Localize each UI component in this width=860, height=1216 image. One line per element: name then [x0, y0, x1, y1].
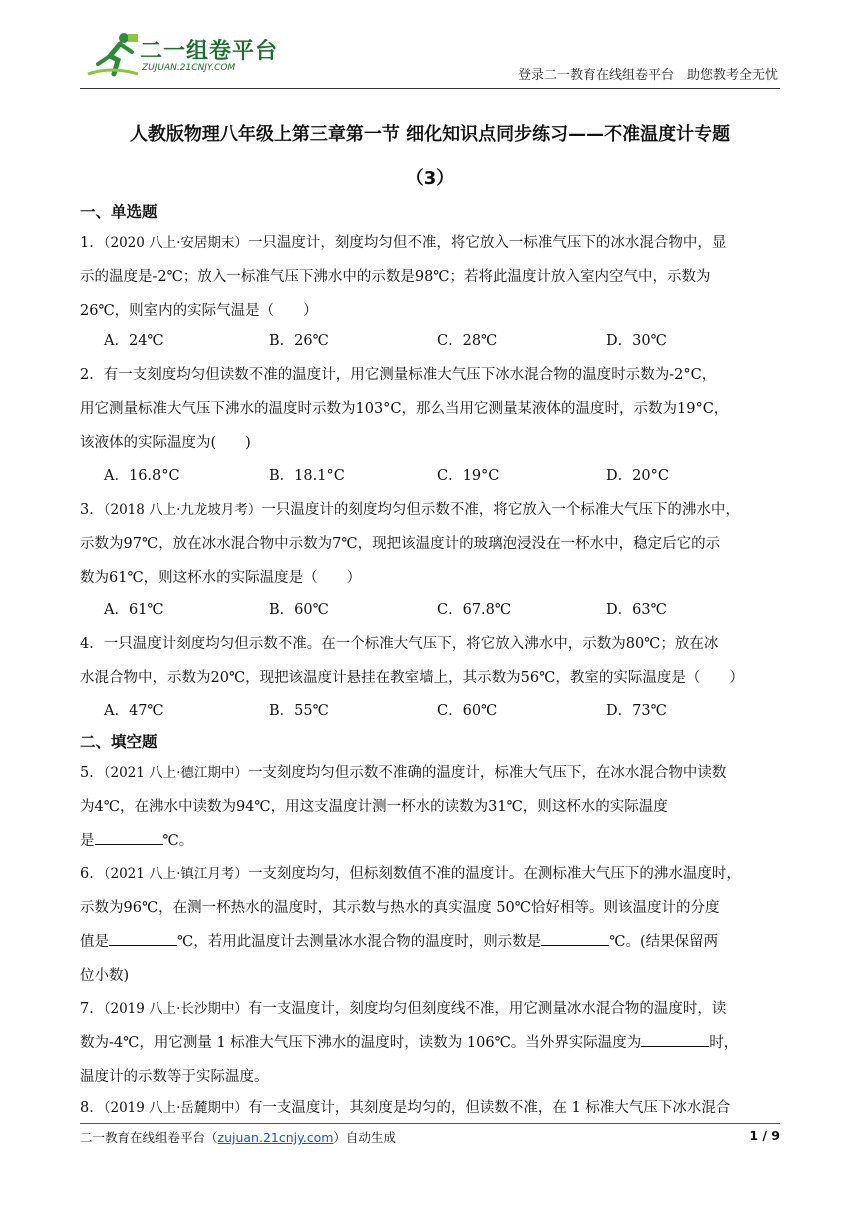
- section-heading-fill-in: 二、填空题: [80, 733, 158, 751]
- question-line: [80, 493, 780, 527]
- question-line: [80, 992, 780, 1026]
- question-2: [80, 358, 780, 460]
- question-source: （2021 八上·德江期中）: [103, 765, 248, 781]
- question-text: 一支刻度均匀，但标刻数值不准的温度计。在测标准大气压下的沸水温度时，: [247, 866, 741, 882]
- question-line: 示的温度是-2℃；放入一标准气压下沸水中的示数是98℃；若将此温度计放入室内空气中，示数为: [80, 269, 711, 285]
- section-heading-single-choice: 一、单选题: [80, 203, 158, 221]
- question-text: 有一支温度计，其刻度是均匀的，但读数不准，在 1 标准大气压下冰水混合: [247, 1100, 731, 1116]
- question-text: 值是: [80, 934, 109, 950]
- question-number: 3．: [80, 502, 104, 518]
- question-3-options: [104, 593, 784, 627]
- question-line: 水混合物中，示数为20℃，现把该温度计悬挂在教室墙上，其示数为56℃，教室的实际温度是（ ）: [80, 670, 744, 686]
- question-text: 一只温度计的刻度均匀但示数不准，将它放入一个标准大气压下的沸水中，: [261, 502, 740, 518]
- question-line: [80, 627, 780, 661]
- question-text: 时，: [709, 1035, 739, 1051]
- option-d[interactable]: D．20°C: [606, 468, 669, 484]
- option-d[interactable]: D．63℃: [606, 602, 667, 618]
- logo-subtitle: ZUJUAN.21CNJY.COM: [142, 63, 236, 73]
- question-line: [80, 756, 780, 790]
- question-source: （2021 八上·镇江月考）: [103, 866, 248, 882]
- footer-divider: [80, 1123, 780, 1124]
- question-text: 一只温度计刻度均匀但示数不准。在一个标准大气压下，将它放入沸水中，示数为80℃；放在冰: [103, 636, 719, 652]
- question-text: 数为-4℃，用它测量 1 标准大气压下沸水的温度时，读数为 106℃。当外界实际温度为: [80, 1035, 642, 1051]
- page-title-line2: （3）: [405, 168, 455, 189]
- option-a[interactable]: A．61℃: [104, 602, 164, 618]
- question-line: [80, 358, 780, 392]
- question-number: 2．: [80, 367, 104, 383]
- question-source: （2020 八上·安居期末）: [103, 235, 248, 251]
- question-line: 温度计的示数等于实际温度。: [80, 1069, 269, 1085]
- header-divider: [80, 88, 780, 89]
- platform-logo[interactable]: [84, 30, 294, 82]
- question-line: [80, 226, 780, 260]
- question-2-options: [104, 459, 784, 493]
- logo-title: 二一组卷平台: [140, 39, 279, 64]
- option-b[interactable]: B．60℃: [269, 602, 329, 618]
- page-number: 1 / 9: [749, 1128, 780, 1143]
- question-text: 一支刻度均匀但示数不准确的温度计，标准大气压下，在冰水混合物中读数: [247, 765, 727, 781]
- question-line: 数为61℃，则这杯水的实际温度是（ ）: [80, 570, 362, 586]
- page-title: 人教版物理八年级上第三章第一节 细化知识点同步练习——不准温度计专题: [129, 124, 731, 145]
- question-source: （2018 八上·九龙坡月考）: [103, 502, 262, 518]
- answer-blank[interactable]: [541, 931, 609, 946]
- question-1: [80, 226, 780, 328]
- question-5: [80, 756, 780, 858]
- option-c[interactable]: C．19°C: [437, 468, 500, 484]
- page-footer: [80, 1128, 780, 1152]
- question-number: 6．: [80, 866, 104, 882]
- question-line: 该液体的实际温度为( ): [80, 435, 251, 451]
- answer-blank[interactable]: [109, 931, 177, 946]
- question-text: ℃。: [162, 833, 194, 849]
- page-header: [0, 0, 860, 90]
- footer-prefix: 二一教育在线组卷平台（: [80, 1130, 218, 1145]
- question-line: [80, 857, 780, 891]
- question-number: 7．: [80, 1001, 104, 1017]
- question-text: 有一支温度计，刻度均匀但刻度线不准，用它测量冰水混合物的温度时，读: [247, 1001, 727, 1017]
- option-a[interactable]: A．16.8°C: [104, 468, 180, 484]
- option-a[interactable]: A．24℃: [104, 333, 164, 349]
- question-source: （2019 八上·长沙期中）: [103, 1001, 248, 1017]
- question-line: [80, 1026, 780, 1060]
- question-6: [80, 857, 780, 993]
- question-line: 用它测量标准大气压下沸水的温度时示数为103°C，那么当用它测量某液体的温度时，示数为19°C，: [80, 401, 729, 417]
- question-7: [80, 992, 780, 1094]
- question-number: 1．: [80, 235, 104, 251]
- question-number: 8．: [80, 1100, 104, 1116]
- question-text: ℃，若用此温度计去测量冰水混合物的温度时，则示数是: [177, 934, 542, 950]
- option-b[interactable]: B．55℃: [269, 703, 329, 719]
- question-text: ℃。(结果保留两: [609, 934, 719, 950]
- footer-source: [80, 1128, 396, 1146]
- option-c[interactable]: C．60℃: [437, 703, 498, 719]
- option-a[interactable]: A．47℃: [104, 703, 164, 719]
- question-4-options: [104, 694, 784, 728]
- question-line: 26℃，则室内的实际气温是（ ）: [80, 303, 318, 319]
- option-b[interactable]: B．18.1°C: [269, 468, 345, 484]
- answer-blank[interactable]: [95, 830, 163, 845]
- question-line: 为4℃，在沸水中读数为94℃，用这支温度计测一杯水的读数为31℃，则这杯水的实际温度: [80, 799, 668, 815]
- question-line: 示数为96℃，在测一杯热水的温度时，其示数与热水的真实温度 50℃恰好相等。则该温度计的分度: [80, 900, 720, 916]
- question-number: 4．: [80, 636, 104, 652]
- question-line: [80, 1091, 780, 1125]
- question-text: 是: [80, 833, 95, 849]
- question-1-options: [104, 324, 784, 358]
- header-slogan: 登录二一教育在线组卷平台 助您教考全无忧: [517, 68, 778, 83]
- question-line: [80, 824, 780, 858]
- option-b[interactable]: B．26℃: [269, 333, 329, 349]
- question-line: 位小数): [80, 968, 130, 984]
- option-c[interactable]: C．67.8℃: [437, 602, 512, 618]
- runner-logo-icon: [84, 30, 140, 82]
- question-line: 示数为97℃，放在冰水混合物中示数为7℃，现把该温度计的玻璃泡浸没在一杯水中，稳定后它的示: [80, 536, 721, 552]
- question-4: [80, 627, 780, 695]
- question-text: 一只温度计，刻度均匀但不准，将它放入一标准气压下的冰水混合物中，显: [247, 235, 727, 251]
- question-source: （2019 八上·岳麓期中）: [103, 1100, 248, 1116]
- answer-blank[interactable]: [641, 1032, 709, 1047]
- footer-suffix: ）自动生成: [333, 1130, 396, 1145]
- question-8: [80, 1091, 780, 1125]
- option-d[interactable]: D．30℃: [606, 333, 667, 349]
- question-text: 有一支刻度均匀但读数不准的温度计，用它测量标准大气压下冰水混合物的温度时示数为-2°C，: [103, 367, 717, 383]
- question-number: 5．: [80, 765, 104, 781]
- footer-link[interactable]: zujuan.21cnjy.com: [217, 1130, 334, 1145]
- question-3: [80, 493, 780, 595]
- option-c[interactable]: C．28℃: [437, 333, 498, 349]
- option-d[interactable]: D．73℃: [606, 703, 667, 719]
- question-line: [80, 925, 780, 959]
